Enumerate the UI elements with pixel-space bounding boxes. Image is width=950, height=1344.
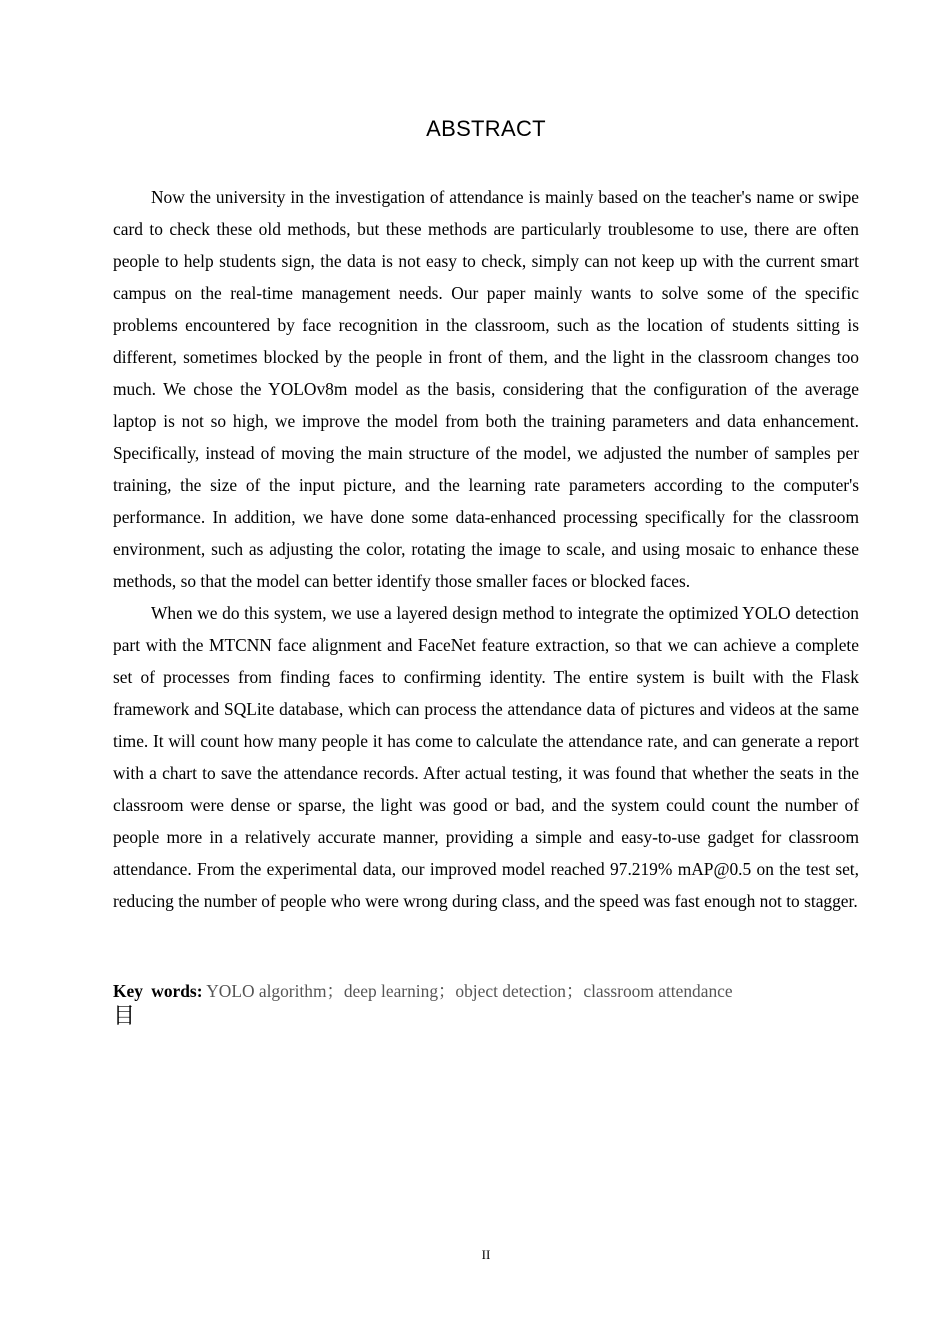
abstract-paragraph-1: Now the university in the investigation of attendance is mainly based on the teacher's name or swipe card to check these old methods, but these methods are particularly troublesome to use, there are often people to help students sign, the data is not easy to check, simply can not keep up with the current smart campus on the real-time management needs. Our paper mainly wants to solve some of the specific problems encountered by face recognition in the classroom, such as the location of students sitting is different, sometimes blocked by the people in front of them, and the light in the classroom changes too much. We chose the YOLOv8m model as the basis, considering that the configuration of the average laptop is not so high, we improve the model from both the training parameters and data enhancement. Specifically, instead of moving the main structure of the model, we adjusted the number of samples per training, the size of the input picture, and the learning rate parameters according to the computer's performance. In addition, we have done some data-enhanced processing specifically for the classroom environment, such as adjusting the color, rotating the image to scale, and using mosaic to enhance these methods, so that the model can better identify those smaller faces or blocked faces.: [113, 187, 859, 591]
abstract-body: [113, 181, 859, 917]
keywords-line: [113, 977, 859, 1005]
keywords-list: YOLO algorithm；deep learning；object detection；classroom attendance: [206, 981, 733, 1001]
keywords-label: Key words:: [113, 981, 203, 1001]
page-number: II: [481, 1247, 491, 1262]
abstract-title: ABSTRACT: [426, 116, 546, 141]
toc-heading-fragment: 目: [113, 1004, 136, 1029]
abstract-paragraph-2: When we do this system, we use a layered design method to integrate the optimized YOLO detection part with the MTCNN face alignment and FaceNet feature extraction, so that we can achieve a complete set of processes from finding faces to confirming identity. The entire system is built with the Flask framework and SQLite database, which can process the attendance data of pictures and videos at the same time. It will count how many people it has come to calculate the attendance rate, and can generate a report with a chart to save the attendance records. After actual testing, it was found that whether the seats in the classroom were dense or sparse, the light was good or bad, and the system could count the number of people more in a relatively accurate manner, providing a simple and easy-to-use gadget for classroom attendance. From the experimental data, our improved model reached 97.219% mAP@0.5 on the test set, reducing the number of people who were wrong during class, and the speed was fast enough not to stagger.: [113, 603, 859, 911]
